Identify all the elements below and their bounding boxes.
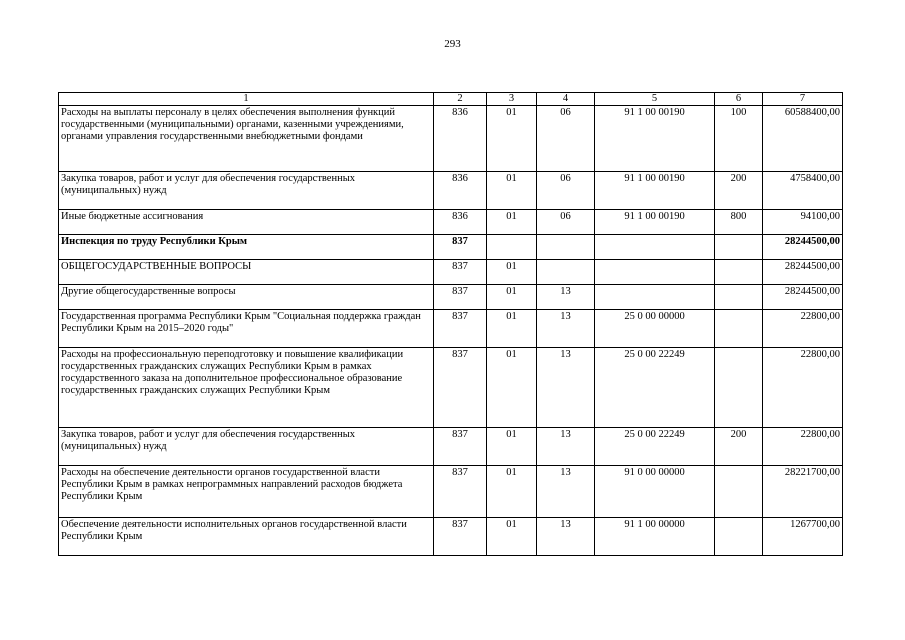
row-expense-type-code [715, 235, 763, 260]
table-row [59, 310, 843, 348]
row-name: Обеспечение деятельности исполнительных органов государственной власти Республики Крым [59, 518, 434, 556]
page-number: 293 [444, 38, 461, 50]
column-header-5: 5 [595, 93, 715, 106]
row-section-code: 01 [487, 428, 537, 466]
table-row [59, 172, 843, 210]
row-subsection-code: 13 [537, 518, 595, 556]
row-target-code [595, 235, 715, 260]
row-target-code: 91 1 00 00190 [595, 210, 715, 235]
row-expense-type-code [715, 348, 763, 428]
row-name: Закупка товаров, работ и услуг для обеспечения государственных (муниципальных) нужд [59, 428, 434, 466]
row-ministry-code: 837 [434, 310, 487, 348]
table-row [59, 235, 843, 260]
row-amount: 28221700,00 [763, 466, 843, 518]
row-subsection-code: 13 [537, 348, 595, 428]
row-expense-type-code: 200 [715, 172, 763, 210]
row-ministry-code: 837 [434, 348, 487, 428]
row-ministry-code: 837 [434, 428, 487, 466]
row-section-code: 01 [487, 310, 537, 348]
row-target-code: 91 1 00 00190 [595, 172, 715, 210]
row-section-code: 01 [487, 260, 537, 285]
row-expense-type-code [715, 518, 763, 556]
row-subsection-code: 06 [537, 106, 595, 172]
row-amount: 60588400,00 [763, 106, 843, 172]
row-expense-type-code [715, 260, 763, 285]
row-ministry-code: 837 [434, 518, 487, 556]
row-ministry-code: 837 [434, 285, 487, 310]
row-expense-type-code [715, 466, 763, 518]
row-name: Расходы на профессиональную переподготовку и повышение квалификации государственных гражданских служащих Республики Крым в рамках государственного заказа на дополнительное профессиональное образование государственных гражданских служащих Республики Крым [59, 348, 434, 428]
row-ministry-code: 837 [434, 466, 487, 518]
row-subsection-code: 06 [537, 210, 595, 235]
column-header-3: 3 [487, 93, 537, 106]
row-target-code: 25 0 00 22249 [595, 428, 715, 466]
table-row [59, 466, 843, 518]
row-name: Государственная программа Республики Крым "Социальная поддержка граждан Республики Крым на 2015–2020 годы" [59, 310, 434, 348]
row-target-code [595, 285, 715, 310]
row-amount: 4758400,00 [763, 172, 843, 210]
row-subsection-code: 13 [537, 310, 595, 348]
row-amount: 22800,00 [763, 348, 843, 428]
row-name: Закупка товаров, работ и услуг для обеспечения государственных (муниципальных) нужд [59, 172, 434, 210]
table-row [59, 285, 843, 310]
row-subsection-code: 13 [537, 285, 595, 310]
row-section-code [487, 235, 537, 260]
row-section-code: 01 [487, 210, 537, 235]
row-target-code: 91 0 00 00000 [595, 466, 715, 518]
row-name: Расходы на обеспечение деятельности органов государственной власти Республики Крым в рамках непрограммных направлений расходов бюджета Республики Крым [59, 466, 434, 518]
row-section-code: 01 [487, 285, 537, 310]
column-header-2: 2 [434, 93, 487, 106]
row-amount: 1267700,00 [763, 518, 843, 556]
row-expense-type-code: 800 [715, 210, 763, 235]
table-row [59, 260, 843, 285]
row-expense-type-code: 100 [715, 106, 763, 172]
row-expense-type-code [715, 285, 763, 310]
row-target-code: 91 1 00 00000 [595, 518, 715, 556]
row-target-code: 91 1 00 00190 [595, 106, 715, 172]
row-subsection-code [537, 260, 595, 285]
row-name: ОБЩЕГОСУДАРСТВЕННЫЕ ВОПРОСЫ [59, 260, 434, 285]
row-section-code: 01 [487, 172, 537, 210]
table-row [59, 210, 843, 235]
row-target-code: 25 0 00 22249 [595, 348, 715, 428]
row-subsection-code [537, 235, 595, 260]
row-target-code: 25 0 00 00000 [595, 310, 715, 348]
row-expense-type-code [715, 310, 763, 348]
column-header-7: 7 [763, 93, 843, 106]
row-name: Инспекция по труду Республики Крым [59, 235, 434, 260]
row-ministry-code: 837 [434, 260, 487, 285]
column-header-1: 1 [59, 93, 434, 106]
row-section-code: 01 [487, 466, 537, 518]
table-row [59, 428, 843, 466]
row-name: Другие общегосударственные вопросы [59, 285, 434, 310]
row-expense-type-code: 200 [715, 428, 763, 466]
row-ministry-code: 837 [434, 235, 487, 260]
row-name: Расходы на выплаты персоналу в целях обеспечения выполнения функций государственными (муниципальными) органами, казенными учреждениями, органами управления государственными внебюджетными фондами [59, 106, 434, 172]
row-target-code [595, 260, 715, 285]
table-row [59, 106, 843, 172]
row-ministry-code: 836 [434, 106, 487, 172]
row-subsection-code: 06 [537, 172, 595, 210]
row-amount: 28244500,00 [763, 260, 843, 285]
column-header-row [59, 93, 843, 106]
row-name: Иные бюджетные ассигнования [59, 210, 434, 235]
row-amount: 28244500,00 [763, 235, 843, 260]
row-amount: 22800,00 [763, 310, 843, 348]
row-section-code: 01 [487, 106, 537, 172]
column-header-4: 4 [537, 93, 595, 106]
row-ministry-code: 836 [434, 210, 487, 235]
row-subsection-code: 13 [537, 428, 595, 466]
budget-table [58, 92, 843, 556]
row-amount: 94100,00 [763, 210, 843, 235]
row-subsection-code: 13 [537, 466, 595, 518]
row-amount: 22800,00 [763, 428, 843, 466]
table-row [59, 348, 843, 428]
row-section-code: 01 [487, 348, 537, 428]
row-ministry-code: 836 [434, 172, 487, 210]
table-row [59, 518, 843, 556]
row-amount: 28244500,00 [763, 285, 843, 310]
column-header-6: 6 [715, 93, 763, 106]
row-section-code: 01 [487, 518, 537, 556]
